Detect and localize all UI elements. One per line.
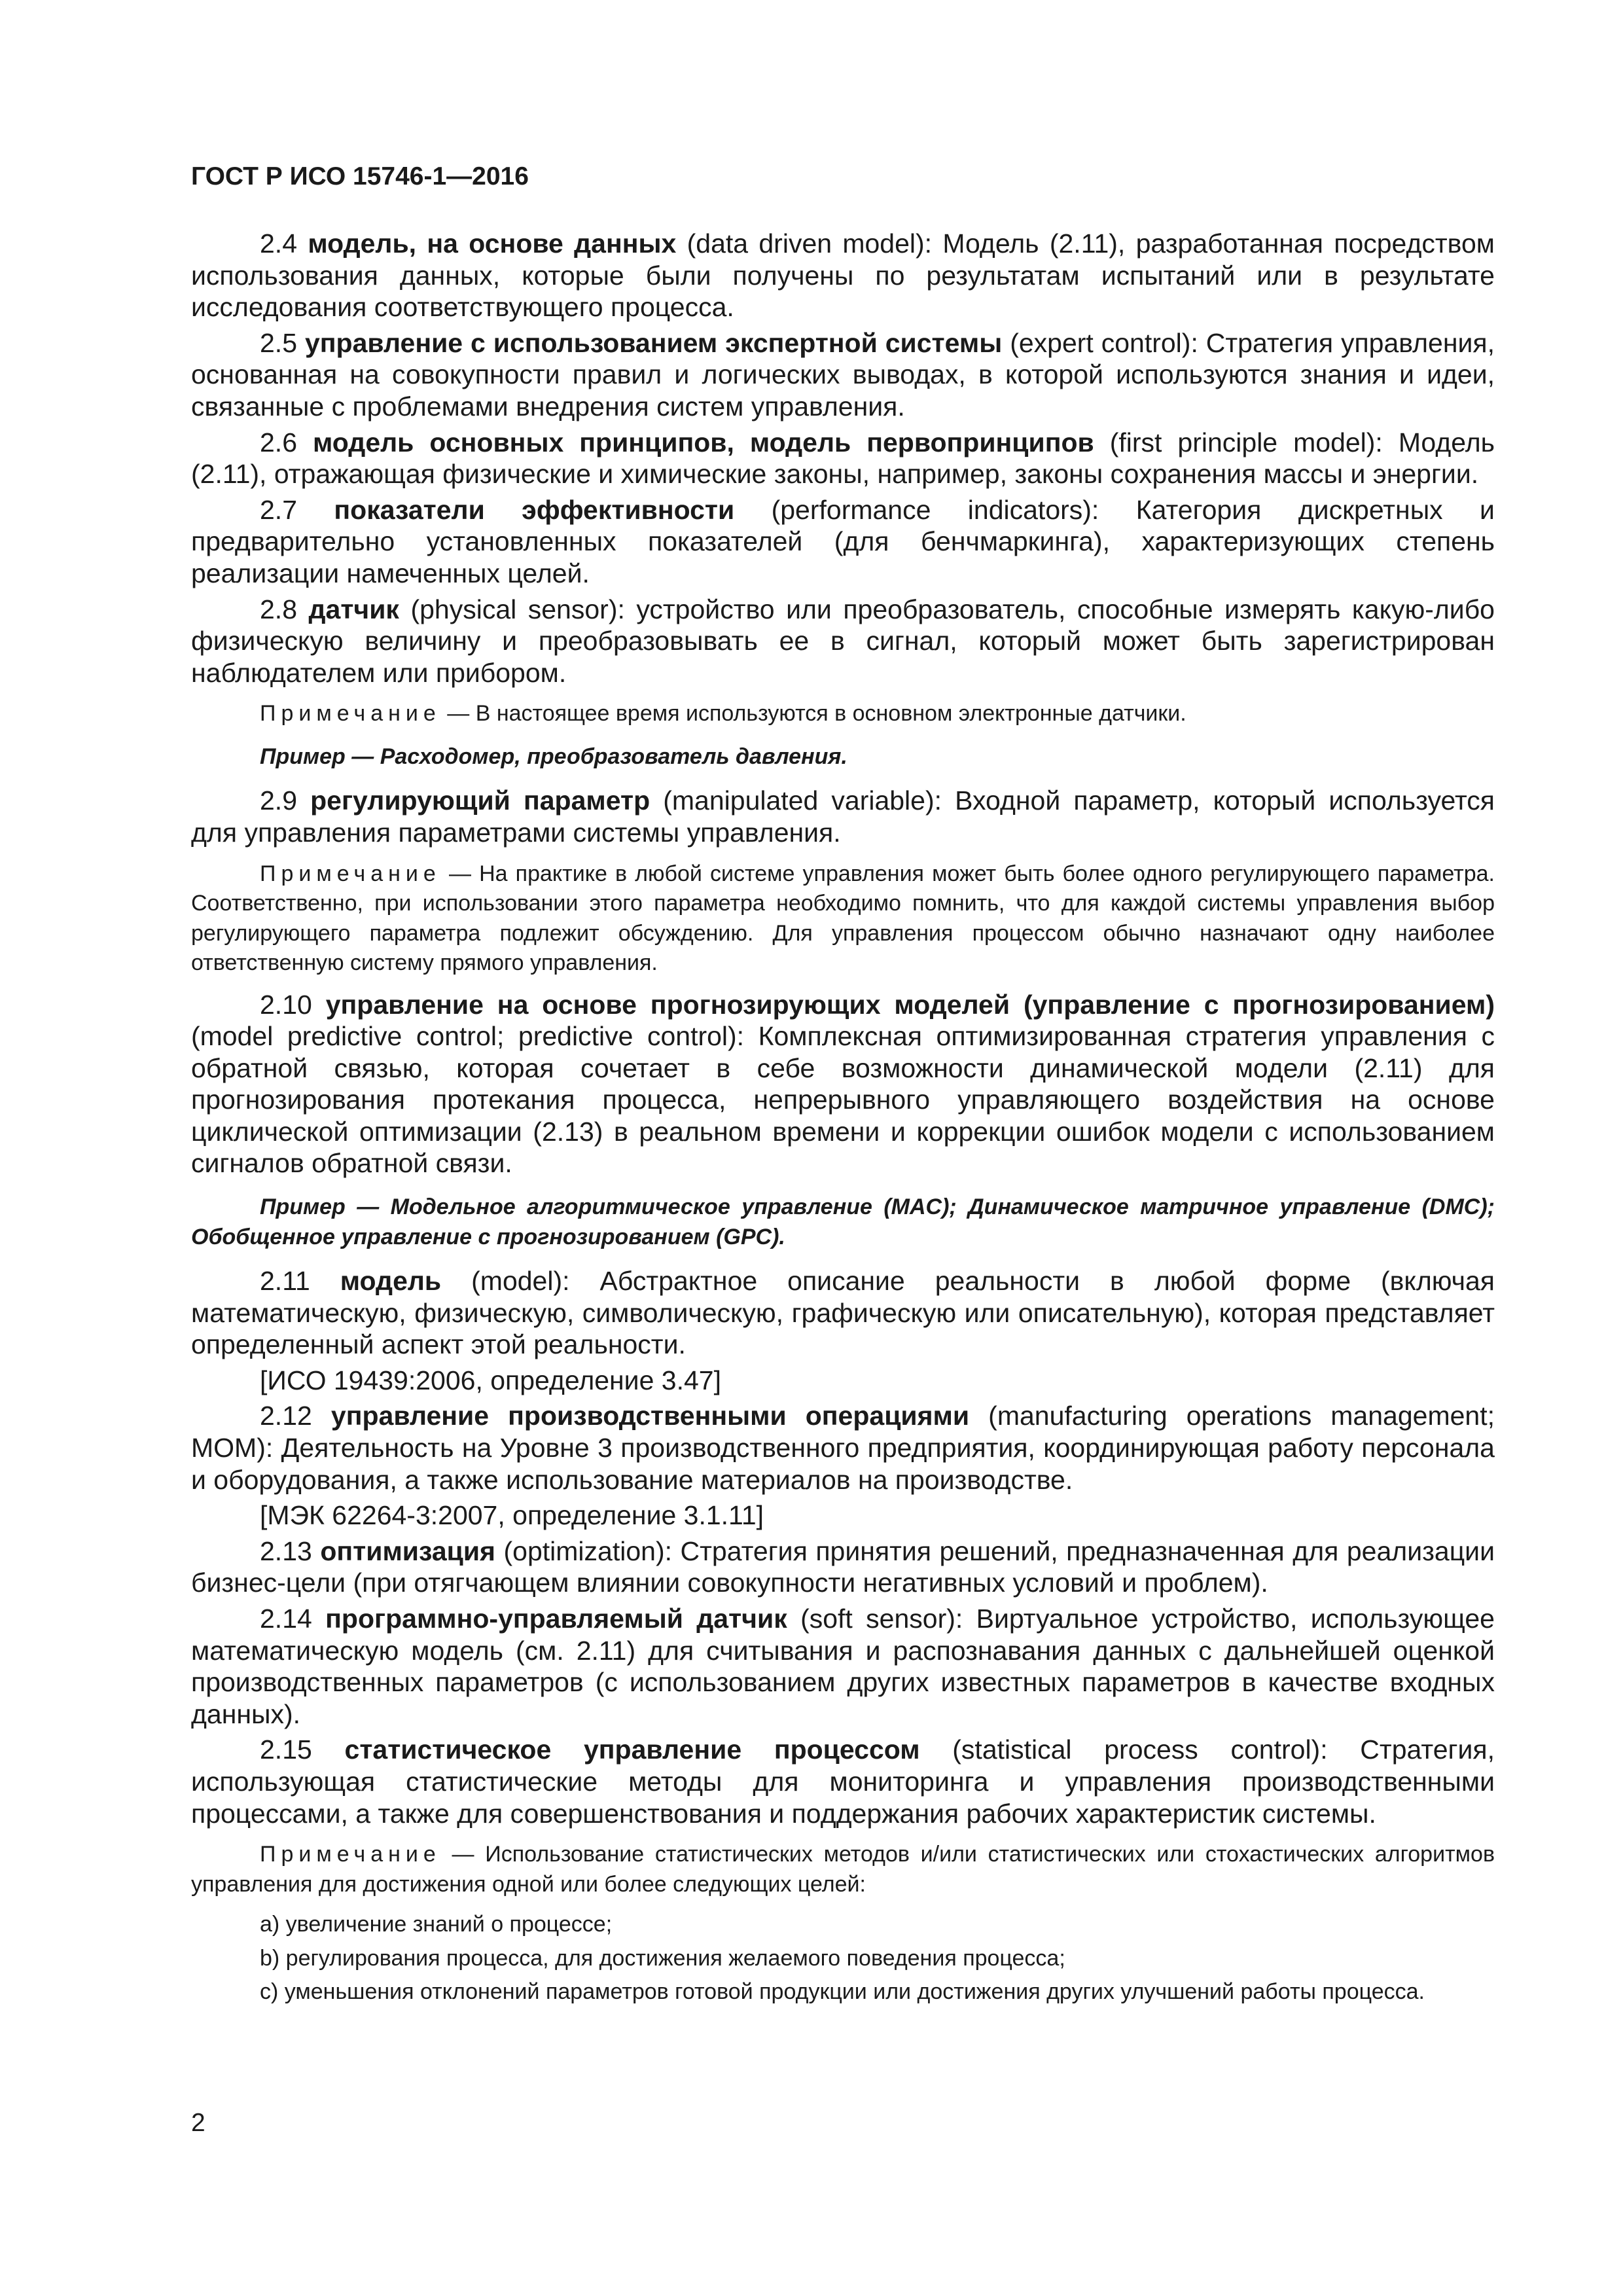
note-manipulated-variable bbox=[191, 859, 1495, 978]
term-name: показатели эффективности bbox=[334, 494, 735, 525]
term-number: 2.10 bbox=[260, 989, 312, 1020]
term-definition: (first principle model): Модель (2.11), отражающая физические и химические законы, например, законы сохранения массы и энергии. bbox=[191, 427, 1495, 490]
term-2-14 bbox=[191, 1603, 1495, 1730]
term-name: управление на основе прогнозирующих моделей (управление с прогнозированием) bbox=[325, 989, 1495, 1020]
term-definition: (model): Абстрактное описание реальности в любой форме (включая математическую, физическую, символическую, графическую или описательную), которая представляет определенный аспект этой реальности. bbox=[191, 1266, 1495, 1360]
note-text: — В настоящее время используются в основном электронные датчики. bbox=[447, 701, 1186, 726]
note-list-item: a) увеличение знаний о процессе; bbox=[260, 1912, 613, 1937]
example-predictive-control: Пример — Модельное алгоритмическое управление (MAC); Динамическое матричное управление (DMC); Обобщенное управление с прогнозированием (GPC). bbox=[191, 1194, 1495, 1249]
term-2-4 bbox=[191, 228, 1495, 323]
term-2-12 bbox=[191, 1400, 1495, 1496]
document-body bbox=[191, 228, 1495, 2011]
term-number: 2.7 bbox=[260, 494, 297, 525]
term-name: модель основных принципов, модель первопринципов bbox=[313, 427, 1094, 457]
term-name: модель bbox=[340, 1266, 442, 1297]
term-2-15 bbox=[191, 1734, 1495, 1829]
term-number: 2.6 bbox=[260, 427, 297, 457]
term-definition: (statistical process control): Стратегия, использующая статистические методы для мониторинга и управления производственными процессами, а также для совершенствования и поддержания рабочих характеристик системы. bbox=[191, 1734, 1495, 1829]
term-2-5 bbox=[191, 327, 1495, 423]
term-name: модель, на основе данных bbox=[308, 228, 677, 259]
note-list-item: b) регулирования процесса, для достижения желаемого поведения процесса; bbox=[260, 1945, 1065, 1971]
term-number: 2.15 bbox=[260, 1734, 312, 1765]
page-number: 2 bbox=[191, 2109, 205, 2137]
term-definition: (model predictive control; predictive control): Комплексная оптимизированная стратегия управления с обратной связью, которая сочетает в себе возможности динамической модели (2.11) для прогнозирования протекания процесса, непрерывного управляющего воздействия на основе циклической оптимизации (2.13) в реальном времени и коррекции ошибок модели с использованием сигналов обратной связи. bbox=[191, 1021, 1495, 1179]
term-definition: (expert control): Стратегия управления, основанная на совокупности правил и логических выводах, в которой используются знания и идеи, связанные с проблемами внедрения систем управления. bbox=[191, 327, 1495, 422]
term-2-7 bbox=[191, 494, 1495, 590]
note-list-item: c) уменьшения отклонений параметров готовой продукции или достижения других улучшений работы процесса. bbox=[260, 1979, 1425, 2005]
note-label: Примечание bbox=[260, 701, 441, 726]
term-number: 2.12 bbox=[260, 1401, 312, 1431]
document-header: ГОСТ Р ИСО 15746-1—2016 bbox=[191, 162, 529, 190]
term-definition: (performance indicators): Категория дискретных и предварительно установленных показателей (для бенчмаркинга), характеризующих степень реализации намеченных целей. bbox=[191, 494, 1495, 588]
term-number: 2.8 bbox=[260, 594, 297, 624]
note-label: Примечание bbox=[260, 861, 441, 886]
term-number: 2.13 bbox=[260, 1535, 312, 1566]
term-number: 2.5 bbox=[260, 327, 297, 358]
term-2-13 bbox=[191, 1535, 1495, 1599]
term-name: датчик bbox=[308, 594, 399, 624]
term-2-11 bbox=[191, 1265, 1495, 1361]
term-2-11-reference: [ИСО 19439:2006, определение 3.47] bbox=[260, 1365, 721, 1395]
note-statistical-methods bbox=[191, 1840, 1495, 1899]
term-2-10 bbox=[191, 989, 1495, 1180]
term-number: 2.11 bbox=[260, 1266, 310, 1297]
note-sensors bbox=[191, 699, 1495, 729]
term-definition: (optimization): Стратегия принятия решений, предназначенная для реализации бизнес-цели (при отягчающем влиянии совокупности негативных условий и проблем). bbox=[191, 1535, 1495, 1598]
term-definition: (manipulated variable): Входной параметр, который используется для управления параметрами системы управления. bbox=[191, 785, 1495, 848]
term-name: регулирующий параметр bbox=[310, 785, 651, 816]
example-sensors: Пример — Расходомер, преобразователь давления. bbox=[260, 744, 847, 769]
term-name: оптимизация bbox=[320, 1535, 495, 1566]
term-2-9 bbox=[191, 785, 1495, 848]
term-name: программно-управляемый датчик bbox=[325, 1604, 787, 1634]
note-label: Примечание bbox=[260, 1842, 441, 1867]
term-number: 2.4 bbox=[260, 228, 297, 259]
term-name: управление производственными операциями bbox=[330, 1401, 970, 1431]
term-definition: (data driven model): Модель (2.11), разработанная посредством использования данных, которые были получены по результатам испытаний или в результате исследования соответствующего процесса. bbox=[191, 228, 1495, 323]
note-text: — Использование статистических методов и/или статистических или стохастических алгоритмов управления для достижения одной или более следующих целей: bbox=[191, 1842, 1495, 1897]
term-number: 2.14 bbox=[260, 1604, 312, 1634]
term-name: статистическое управление процессом bbox=[344, 1734, 920, 1765]
term-number: 2.9 bbox=[260, 785, 297, 816]
term-2-12-reference: [МЭК 62264-3:2007, определение 3.1.11] bbox=[260, 1500, 764, 1531]
term-definition: (manufacturing operations management; MOM): Деятельность на Уровне 3 производственного предприятия, координирующая работу персонала и оборудования, а также использование материалов на производстве. bbox=[191, 1401, 1495, 1495]
term-definition: (physical sensor): устройство или преобразователь, способные измерять какую-либо физическую величину и преобразовывать ее в сигнал, который может быть зарегистрирован наблюдателем или прибором. bbox=[191, 594, 1495, 688]
term-2-6 bbox=[191, 427, 1495, 490]
note-text: — На практике в любой системе управления может быть более одного регулирующего параметра. Соответственно, при использовании этого параметра необходимо помнить, что для каждой системы управления выбор регулирующего параметра подлежит обсуждению. Для управления процессом обычно назначают одну наиболее ответственную систему прямого управления. bbox=[191, 861, 1495, 975]
term-2-8 bbox=[191, 594, 1495, 689]
term-definition: (soft sensor): Виртуальное устройство, использующее математическую модель (см. 2.11) для считывания и распознавания данных с дальнейшей оценкой производственных параметров (с использованием других известных параметров в качестве входных данных). bbox=[191, 1604, 1495, 1729]
term-name: управление с использованием экспертной системы bbox=[304, 327, 1003, 358]
